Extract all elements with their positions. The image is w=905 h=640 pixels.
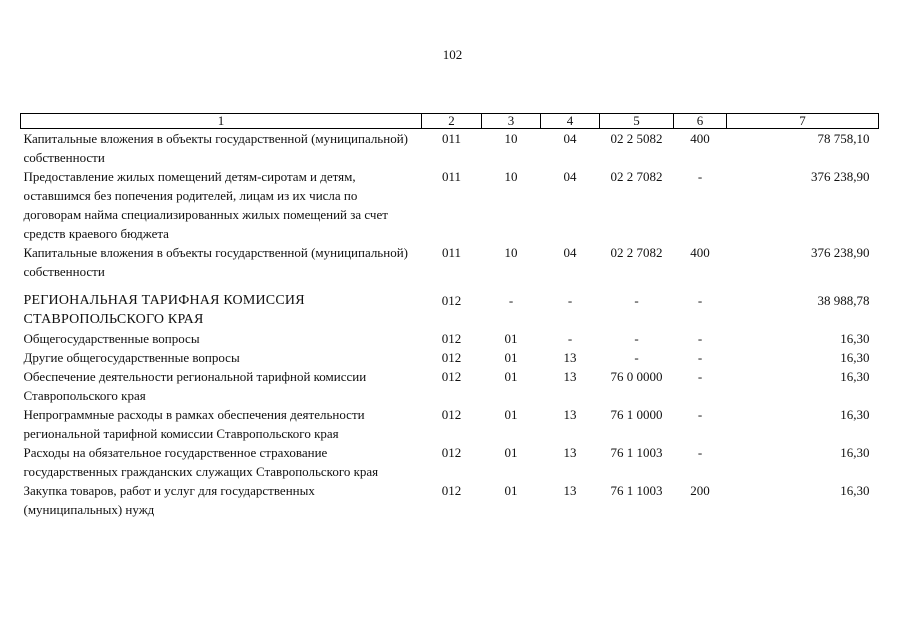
row-name: Общегосударственные вопросы <box>23 331 200 346</box>
row-name: Предоставление жилых помещений детям-сиротам и детям, оставшимся без попечения родителей, лицам из их числа по договорам найма специализированных жилых помещений за счет средств краевого бюджета <box>23 169 388 241</box>
header-row <box>21 114 879 129</box>
table-row <box>21 129 879 168</box>
row-target: 76 1 1003 <box>610 483 663 498</box>
row-code: 012 <box>441 483 462 498</box>
row-expense-type: - <box>697 407 703 422</box>
row-expense-type: - <box>697 369 703 384</box>
row-code: 012 <box>441 331 462 346</box>
row-section: - <box>508 293 514 308</box>
row-amount: 376 238,90 <box>811 169 870 184</box>
table-row <box>21 167 879 243</box>
row-amount: 16,30 <box>840 331 870 346</box>
row-amount: 16,30 <box>840 369 870 384</box>
row-name: Другие общегосударственные вопросы <box>23 350 240 365</box>
table-row <box>21 291 879 329</box>
row-code: 011 <box>441 131 462 146</box>
row-code: 012 <box>441 369 462 384</box>
row-expense-type: 400 <box>690 245 710 260</box>
row-code: 011 <box>441 169 462 184</box>
column-header: 5 <box>600 114 674 129</box>
row-amount: 16,30 <box>840 483 870 498</box>
row-amount: 16,30 <box>840 407 870 422</box>
row-section: 10 <box>504 245 518 260</box>
row-section: 01 <box>504 369 518 384</box>
column-header: 3 <box>482 114 541 129</box>
row-code: 011 <box>441 245 462 260</box>
row-section: 01 <box>504 331 518 346</box>
row-target: 76 1 1003 <box>610 445 663 460</box>
table-row <box>21 405 879 443</box>
row-target: 02 2 5082 <box>610 131 663 146</box>
row-target: - <box>634 350 639 365</box>
row-subsection: 13 <box>563 445 577 460</box>
row-code: 012 <box>441 350 462 365</box>
row-expense-type: - <box>697 331 703 346</box>
row-target: 76 1 0000 <box>610 407 663 422</box>
column-header: 4 <box>541 114 600 129</box>
page-number: 102 <box>442 47 463 62</box>
row-target: - <box>634 293 639 308</box>
row-target: 02 2 7082 <box>610 245 663 260</box>
row-amount: 376 238,90 <box>811 245 870 260</box>
table-row <box>21 443 879 481</box>
row-target: 76 0 0000 <box>610 369 663 384</box>
row-subsection: 13 <box>563 369 577 384</box>
row-name: Капитальные вложения в объекты государственной (муниципальной) собственности <box>23 245 408 279</box>
row-expense-type: - <box>697 169 703 184</box>
row-name: Обеспечение деятельности региональной тарифной комиссии Ставропольского края <box>23 369 367 403</box>
row-code: 012 <box>441 445 462 460</box>
table-row <box>21 367 879 405</box>
row-subsection: 04 <box>563 169 577 184</box>
row-section: 01 <box>504 445 518 460</box>
column-header: 1 <box>21 114 422 129</box>
row-target: - <box>634 331 639 346</box>
row-subsection: - <box>567 293 573 308</box>
column-header: 2 <box>422 114 482 129</box>
budget-table <box>20 113 879 519</box>
row-expense-type: 400 <box>690 131 710 146</box>
row-section: 10 <box>504 169 518 184</box>
table-row <box>21 243 879 281</box>
table-row <box>21 481 879 519</box>
row-expense-type: - <box>697 293 703 308</box>
row-spacer <box>21 281 879 291</box>
row-expense-type: - <box>697 350 703 365</box>
column-header: 7 <box>727 114 879 129</box>
row-section: 01 <box>504 407 518 422</box>
row-name: РЕГИОНАЛЬНАЯ ТАРИФНАЯ КОМИССИЯ СТАВРОПОЛЬСКОГО КРАЯ <box>23 293 305 327</box>
row-subsection: 04 <box>563 245 577 260</box>
column-header: 6 <box>674 114 727 129</box>
row-subsection: 04 <box>563 131 577 146</box>
row-expense-type: 200 <box>690 483 710 498</box>
row-expense-type: - <box>697 445 703 460</box>
row-code: 012 <box>441 293 462 308</box>
row-name: Непрограммные расходы в рамках обеспечения деятельности региональной тарифной комиссии Ставропольского края <box>23 407 365 441</box>
row-code: 012 <box>441 407 462 422</box>
row-section: 10 <box>504 131 518 146</box>
row-amount: 16,30 <box>840 445 870 460</box>
row-amount: 16,30 <box>840 350 870 365</box>
row-amount: 38 988,78 <box>817 293 870 308</box>
row-subsection: 13 <box>563 407 577 422</box>
row-name: Закупка товаров, работ и услуг для государственных (муниципальных) нужд <box>23 483 315 517</box>
table-row <box>21 329 879 348</box>
table-row <box>21 348 879 367</box>
row-amount: 78 758,10 <box>817 131 870 146</box>
row-subsection: 13 <box>563 350 577 365</box>
row-section: 01 <box>504 350 518 365</box>
row-name: Капитальные вложения в объекты государственной (муниципальной) собственности <box>23 131 408 165</box>
row-target: 02 2 7082 <box>610 169 663 184</box>
row-name: Расходы на обязательное государственное страхование государственных гражданских служащих Ставропольского края <box>23 445 379 479</box>
row-subsection: 13 <box>563 483 577 498</box>
row-subsection: - <box>567 331 573 346</box>
row-section: 01 <box>504 483 518 498</box>
